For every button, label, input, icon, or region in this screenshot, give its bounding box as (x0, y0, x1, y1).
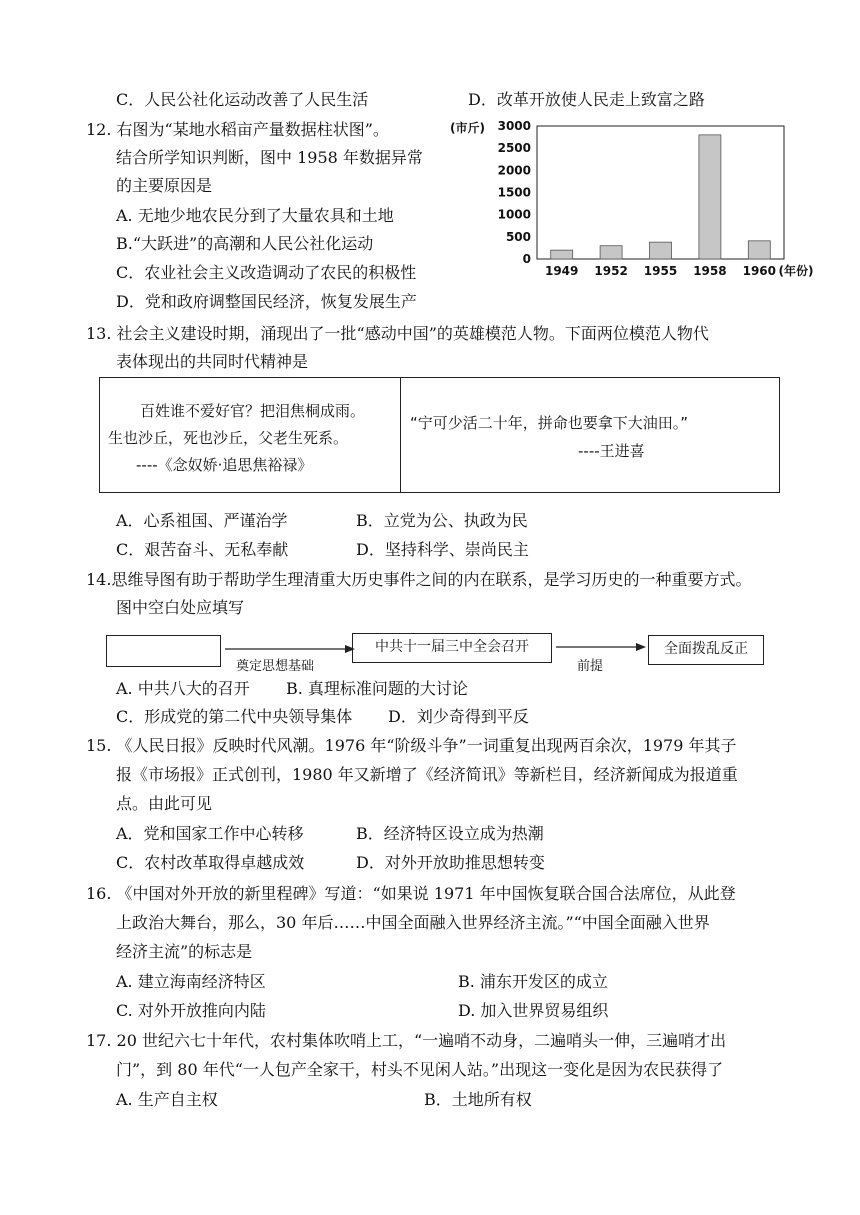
q16-stem-line1: 16. 《中国对外开放的新里程碑》写道：“如果说 1971 年中国恢复联合国合法席位，从此登 (86, 884, 736, 903)
mindmap-arrow-2-label: 前提 (577, 659, 604, 674)
q15-option-c: C．农村改革取得卓越成效 (116, 853, 305, 872)
chart-y-tick-label: 3000 (497, 119, 531, 133)
q15-stem-line2: 报《市场报》正式创刊，1980 年又新增了《经济简讯》等新栏目，经济新闻成为报道重 (116, 765, 738, 784)
q13-left-quote-line2: 生也沙丘，死也沙丘，父老生死系。 (108, 429, 349, 447)
q16-option-a: A. 建立海南经济特区 (116, 972, 266, 991)
chart-y-tick-label: 1500 (497, 185, 531, 200)
q17-stem-line2: 门”，到 80 年代“一人包产全家干，村头不见闲人站。”出现这一变化是因为农民获得了 (116, 1060, 724, 1079)
chart-x-tick-label: 1958 (693, 264, 727, 278)
q13-option-c: C．艰苦奋斗、无私奉献 (116, 540, 289, 559)
chart-bar-1958 (699, 135, 721, 259)
q12-stem-line1: 12. 右图为“某地水稻亩产量数据柱状图”。 (86, 120, 389, 139)
q13-quote-divider (400, 377, 401, 493)
q17-option-b: B．土地所有权 (424, 1090, 532, 1109)
chart-y-tick-label: 0 (522, 252, 531, 266)
q15-stem-line1: 15. 《人民日报》反映时代风潮。1976 年“阶级斗争”一词重复出现两百余次，1979 年其子 (86, 736, 737, 755)
chart-x-tick-label: 1960 (742, 264, 777, 278)
q16-option-d: D. 加入世界贸易组织 (458, 1001, 609, 1020)
chart-bar-1949 (551, 250, 573, 259)
q15-option-a: A．党和国家工作中心转移 (116, 824, 304, 843)
q11-option-c: C．人民公社化运动改善了人民生活 (116, 90, 369, 109)
q12-option-d: D．党和政府调整国民经济，恢复发展生产 (116, 292, 417, 311)
q13-stem-line2: 表体现出的共同时代精神是 (116, 352, 309, 371)
q17-stem-line1: 17. 20 世纪六七十年代，农村集体吹哨上工，“一遍哨不动身，二遍哨头一伸，三遍哨才出 (86, 1031, 727, 1050)
q12-option-c: C．农业社会主义改造调动了农民的积极性 (116, 263, 417, 282)
q15-stem-line3: 点。由此可见 (116, 794, 213, 813)
mindmap-arrow-2 (554, 638, 649, 656)
q14-option-d: D．刘少奇得到平反 (388, 707, 529, 726)
q13-right-quote-line1: “宁可少活二十年，拼命也要拿下大油田。” (410, 414, 689, 432)
mindmap-box-third-plenum: 中共十一届三中全会召开 (352, 633, 552, 663)
rice-yield-bar-chart (446, 116, 814, 281)
chart-y-tick-label: 1000 (497, 207, 531, 222)
q13-right-quote-source: ----王进喜 (578, 442, 645, 460)
q16-option-b: B. 浦东开发区的成立 (458, 972, 608, 991)
chart-x-tick-label: 1955 (643, 264, 678, 278)
q16-option-c: C. 对外开放推向内陆 (116, 1001, 266, 1020)
q12-stem-line2: 结合所学知识判断，图中 1958 年数据异常 (116, 148, 423, 167)
q15-option-d: D．对外开放助推思想转变 (356, 853, 545, 872)
q12-stem-line3: 的主要原因是 (116, 176, 213, 195)
chart-x-unit-label: (年份) (778, 264, 814, 278)
q12-option-a: A. 无地少地农民分到了大量农具和土地 (116, 206, 394, 225)
chart-y-tick-label: 2500 (497, 141, 531, 156)
mindmap-box-bring-order: 全面拨乱反正 (648, 635, 764, 665)
q15-option-b: B．经济特区设立成为热潮 (356, 824, 544, 843)
q16-stem-line2: 上政治大舞台，那么，30 年后……中国全面融入世界经济主流。”“中国全面融入世界 (116, 913, 710, 932)
mindmap-arrow-1-label: 奠定思想基础 (236, 659, 315, 674)
q12-option-b: B.“大跃进”的高潮和人民公社化运动 (116, 234, 374, 253)
q14-option-c: C．形成党的第二代中央领导集体 (116, 707, 353, 726)
mindmap-blank-box (106, 635, 221, 667)
q16-stem-line3: 经济主流”的标志是 (116, 942, 253, 961)
chart-x-tick-label: 1949 (544, 264, 579, 278)
chart-y-unit-label: (市斤) (450, 121, 485, 135)
chart-plot-frame (537, 126, 784, 259)
chart-bar-1960 (748, 241, 770, 259)
q13-option-b: B．立党为公、执政为民 (356, 511, 528, 530)
chart-x-tick-label: 1952 (594, 264, 628, 278)
q14-option-b: B. 真理标准问题的大讨论 (286, 679, 468, 698)
chart-y-tick-label: 2000 (497, 163, 531, 178)
q13-left-quote-line1: 百姓谁不爱好官？把泪焦桐成雨。 (140, 402, 366, 420)
q13-option-a: A．心系祖国、严谨治学 (116, 511, 288, 530)
q13-stem-line1: 13. 社会主义建设时期，涌现出了一批“感动中国”的英雄模范人物。下面两位模范人物代 (86, 324, 709, 343)
q11-option-d: D．改革开放使人民走上致富之路 (468, 90, 705, 109)
chart-bar-1952 (600, 246, 622, 259)
q14-stem-line1: 14.思维导图有助于帮助学生理清重大历史事件之间的内在联系，是学习历史的一种重要方式。 (86, 570, 752, 589)
q17-option-a: A. 生产自主权 (116, 1090, 218, 1109)
chart-y-tick-label: 500 (505, 229, 531, 244)
chart-bar-1955 (650, 242, 672, 259)
q13-left-quote-source: ----《念奴娇·追思焦裕禄》 (136, 456, 313, 474)
q13-option-d: D．坚持科学、崇尚民主 (356, 540, 529, 559)
q14-option-a: A. 中共八大的召开 (116, 679, 250, 698)
q14-stem-line2: 图中空白处应填写 (116, 598, 245, 617)
